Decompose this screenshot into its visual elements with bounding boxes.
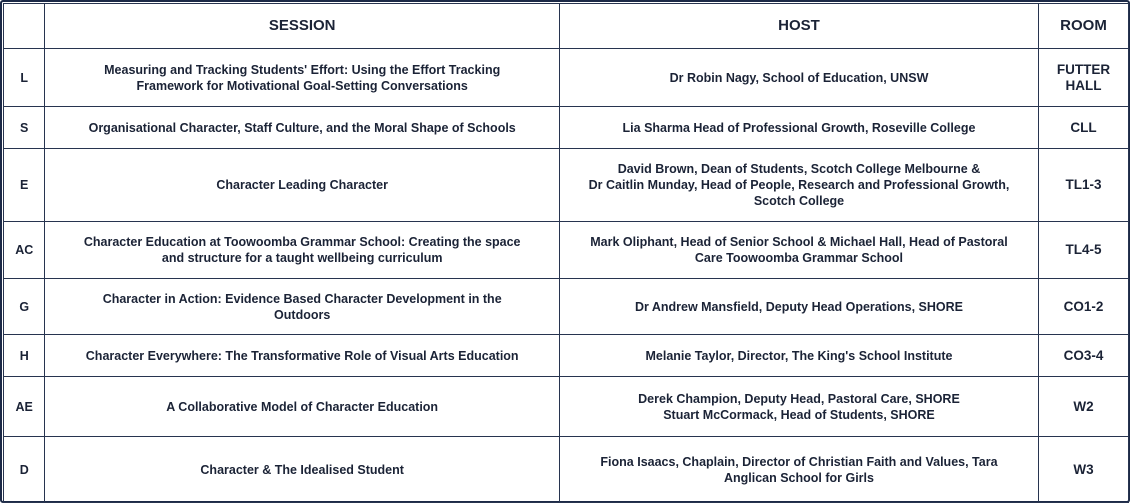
session-title-line: Character & The Idealised Student bbox=[200, 462, 404, 477]
session-code: AE bbox=[4, 377, 45, 437]
session-title bbox=[45, 279, 559, 335]
host-line: Dr Robin Nagy, School of Education, UNSW bbox=[669, 70, 929, 85]
host-line: Lia Sharma Head of Professional Growth, Roseville College bbox=[622, 120, 976, 135]
session-title-line: Character Everywhere: The Transformative Role of Visual Arts Education bbox=[85, 348, 519, 363]
session-code: D bbox=[4, 437, 45, 503]
session-code: S bbox=[4, 107, 45, 149]
host-line: Dr Andrew Mansfield, Deputy Head Operations, SHORE bbox=[634, 299, 964, 314]
session-code: AC bbox=[4, 222, 45, 279]
session-host bbox=[559, 49, 1038, 107]
session-host bbox=[559, 437, 1038, 503]
session-room: CO1-2 bbox=[1039, 279, 1129, 335]
table-row bbox=[4, 335, 1129, 377]
host-line: Derek Champion, Deputy Head, Pastoral Care, SHORE bbox=[638, 391, 960, 406]
session-schedule-table bbox=[3, 3, 1129, 503]
session-title bbox=[45, 149, 559, 222]
session-room: FUTTER HALL bbox=[1039, 49, 1129, 107]
header-room: ROOM bbox=[1039, 4, 1129, 49]
header-session: SESSION bbox=[45, 4, 559, 49]
session-title-line: Measuring and Tracking Students' Effort: Using the Effort Tracking bbox=[104, 62, 501, 77]
header-host: HOST bbox=[559, 4, 1038, 49]
host-line: Melanie Taylor, Director, The King's School Institute bbox=[645, 348, 953, 363]
session-title-line: and structure for a taught wellbeing curriculum bbox=[161, 251, 443, 265]
session-host bbox=[559, 377, 1038, 437]
table-row bbox=[4, 279, 1129, 335]
host-line: Fiona Isaacs, Chaplain, Director of Christian Faith and Values, Tara bbox=[600, 454, 998, 469]
table-row bbox=[4, 149, 1129, 222]
session-title-line: Outdoors bbox=[274, 307, 331, 322]
session-title-line: Character in Action: Evidence Based Character Development in the bbox=[102, 291, 502, 306]
session-title-line: Character Leading Character bbox=[216, 178, 388, 192]
host-line: Scotch College bbox=[753, 194, 845, 208]
host-line: Anglican School for Girls bbox=[723, 470, 874, 485]
table-header-row bbox=[4, 4, 1129, 49]
session-title-line: A Collaborative Model of Character Education bbox=[166, 399, 439, 414]
session-title-line: Framework for Motivational Goal-Setting Conversations bbox=[136, 78, 468, 93]
table-row bbox=[4, 222, 1129, 279]
session-title-line: Character Education at Toowoomba Grammar School: Creating the space bbox=[83, 235, 521, 249]
session-host bbox=[559, 222, 1038, 279]
session-title bbox=[45, 49, 559, 107]
session-title bbox=[45, 335, 559, 377]
host-line: David Brown, Dean of Students, Scotch College Melbourne & bbox=[617, 162, 981, 176]
session-room: TL1-3 bbox=[1039, 149, 1129, 222]
session-host bbox=[559, 107, 1038, 149]
session-host bbox=[559, 279, 1038, 335]
table-row bbox=[4, 107, 1129, 149]
session-title-line: Organisational Character, Staff Culture, and the Moral Shape of Schools bbox=[88, 120, 516, 135]
session-code: L bbox=[4, 49, 45, 107]
session-host bbox=[559, 149, 1038, 222]
session-room: W2 bbox=[1039, 377, 1129, 437]
host-line: Care Toowoomba Grammar School bbox=[694, 251, 904, 265]
table-row bbox=[4, 49, 1129, 107]
session-title bbox=[45, 377, 559, 437]
session-room: TL4-5 bbox=[1039, 222, 1129, 279]
table-row bbox=[4, 377, 1129, 437]
session-host bbox=[559, 335, 1038, 377]
host-line: Dr Caitlin Munday, Head of People, Research and Professional Growth, bbox=[588, 178, 1010, 192]
session-room: CLL bbox=[1039, 107, 1129, 149]
header-code bbox=[4, 4, 45, 49]
session-title bbox=[45, 107, 559, 149]
session-code: G bbox=[4, 279, 45, 335]
session-room: W3 bbox=[1039, 437, 1129, 503]
table-row bbox=[4, 437, 1129, 503]
session-room: CO3-4 bbox=[1039, 335, 1129, 377]
session-code: E bbox=[4, 149, 45, 222]
session-title bbox=[45, 437, 559, 503]
host-line: Mark Oliphant, Head of Senior School & Michael Hall, Head of Pastoral bbox=[590, 235, 1008, 249]
host-line: Stuart McCormack, Head of Students, SHORE bbox=[663, 407, 935, 422]
session-title bbox=[45, 222, 559, 279]
session-code: H bbox=[4, 335, 45, 377]
